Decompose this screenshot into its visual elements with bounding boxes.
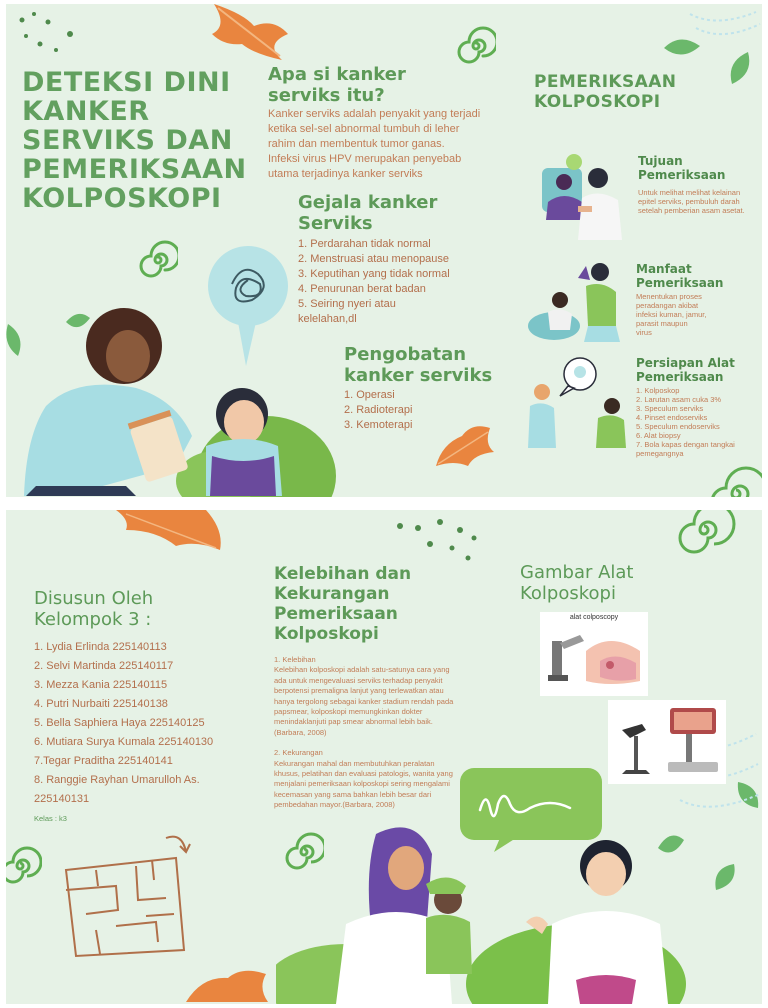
list-item: 3. Mezza Kania 225140115	[34, 679, 168, 691]
colposcope-device-icon	[608, 700, 726, 784]
gejala-title: Gejala kanker Serviks	[298, 192, 438, 234]
colposcope-photo	[608, 700, 726, 784]
list-item: 5. Seiring nyeri atau	[298, 298, 396, 310]
leaf-green-icon	[712, 862, 738, 892]
list-item: 1. Lydia Erlinda 225140113	[34, 641, 167, 653]
consultation-illustration	[276, 814, 696, 1004]
disusun-title: Disusun Oleh Kelompok 3 :	[34, 588, 154, 630]
persiapan-title: Persiapan Alat Pemeriksaan	[636, 356, 735, 384]
list-item: 5. Speculum endoserviks	[636, 422, 720, 431]
pemeriksaan-title: PEMERIKSAAN KOLPOSKOPI	[534, 72, 677, 112]
list-item: 2. Selvi Martinda 225140117	[34, 660, 174, 672]
kelebihan-title: Kelebihan dan Kekurangan Pemeriksaan Kolposkopi	[274, 564, 412, 644]
talking-figures-illustration	[524, 356, 630, 452]
list-item: 4. Pinset endoserviks	[636, 413, 708, 422]
kelas-label: Kelas : k3	[34, 814, 67, 823]
counseling-illustration	[6, 296, 356, 497]
list-item: 3. Keputihan yang tidak normal	[298, 268, 450, 280]
main-title: DETEKSI DINI KANKER SERVIKS DAN PEMERIKSAAN KOLPOSKOPI	[22, 67, 247, 214]
list-item: 2. Larutan asam cuka 3%	[636, 395, 722, 404]
diagram-title: alat colposcopy	[569, 614, 619, 621]
top-page	[6, 4, 762, 497]
list-item: 3. Kemoterapi	[344, 419, 413, 431]
list-item: 5. Bella Saphiera Haya 225140125	[34, 717, 205, 729]
apa-body: Kanker serviks adalah penyakit yang terjadi ketika sel-sel abnormal tumbuh di leher rahim dan membentuk tumor ganas. Infeksi virus HPV merupakan penyebab utama terjadinya kanker serviks	[268, 108, 481, 180]
apa-title: Apa si kanker serviks itu?	[268, 64, 406, 106]
list-item: 7. Bola kapas dengan tangkai	[636, 440, 735, 449]
list-item: 7.Tegar Praditha 225140141	[34, 755, 173, 767]
tujuan-body: Untuk melihat melihat kelainan epitel serviks, pembuluh darah setelah pemberian asam asetat.	[638, 188, 745, 215]
doctor-patient-illustration	[534, 150, 630, 242]
leaf-orange-icon	[432, 422, 496, 470]
list-item: 4. Penurunan berat badan	[298, 283, 426, 295]
leaf-orange-icon	[204, 4, 294, 62]
tujuan-title: Tujuan Pemeriksaan	[638, 154, 726, 182]
gambar-title: Gambar Alat Kolposkopi	[520, 562, 634, 604]
list-item: 8. Ranggie Rayhan Umarulloh As.	[34, 774, 200, 786]
leaf-orange-icon	[116, 510, 226, 560]
member-list	[34, 638, 213, 809]
maze-decoration	[56, 830, 206, 960]
kelebihan-body: 1. Kelebihan Kelebihan kolposkopi adalah satu-satunya cara yang ada untuk mengevaluasi serviks terhadap penyakit berpotensi premaligna lanjut yang terlewatkan atau hanya tergolong sebagai kanker stadium rendah pada papsmear, kolposkopi memungkinkan dokter menindaklanjuti pap smear abnormal lebih baik. (Barbara, 2008) 2. Kekurangan Kekurangan mahal dan membutuhkan peralatan khusus, pelatihan dan evaluasi patologis, wanita yang menjalani pemeriksaan kolposkopi sering mengalami kecemasan yang sama bahkan lebih besar dari pembedahan mayor.(Barbara, 2008)	[274, 655, 454, 810]
spiral-icon	[456, 26, 496, 66]
list-item: 3. Speculum serviks	[636, 404, 704, 413]
list-item: 1. Perdarahan tidak normal	[298, 238, 431, 250]
manfaat-title: Manfaat Pemeriksaan	[636, 262, 724, 290]
leaf-orange-icon	[182, 966, 272, 1004]
spiral-icon	[6, 840, 42, 894]
colposcopy-diagram-image	[540, 612, 648, 696]
list-item: 2. Radioterapi	[344, 404, 413, 416]
colposcope-diagram-icon	[540, 621, 648, 693]
spiral-icon	[138, 240, 178, 280]
list-item: 6. Alat biopsy	[636, 431, 681, 440]
list-item: pemegangnya	[636, 449, 684, 458]
leaf-green-icon	[728, 50, 754, 86]
dots-decoration	[16, 10, 76, 60]
pengobatan-title: Pengobatan kanker serviks	[344, 344, 493, 386]
list-item: 4. Putri Nurbaiti 225140138	[34, 698, 168, 710]
persiapan-list	[636, 386, 735, 458]
manfaat-body: Menentukan proses peradangan akibat infeksi kuman, jamur, parasit maupun virus	[636, 292, 707, 337]
list-item: 1. Kolposkop	[636, 386, 680, 395]
list-item: 2. Menstruasi atau menopause	[298, 253, 450, 265]
water-lines-decoration	[686, 4, 762, 54]
list-item: 6. Mutiara Surya Kumala 225140130	[34, 736, 214, 748]
bottom-page	[6, 510, 762, 1004]
list-item: 1. Operasi	[344, 389, 395, 401]
spiral-icon	[670, 510, 738, 562]
list-item: 225140131	[34, 793, 90, 805]
spiral-icon	[706, 464, 762, 497]
list-item: kelelahan,dl	[298, 313, 357, 325]
mother-child-illustration	[526, 256, 630, 346]
